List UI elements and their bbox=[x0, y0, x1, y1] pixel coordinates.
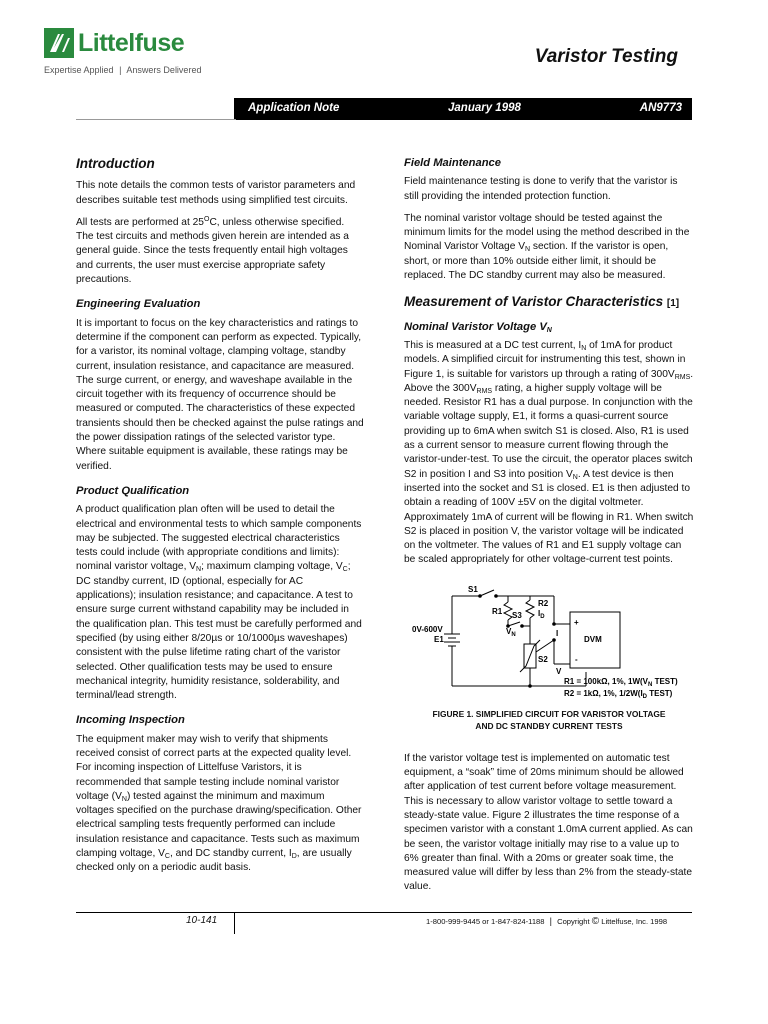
fig-label-id: $I_D$ bbox=[538, 608, 545, 620]
fig-label-i: I bbox=[556, 628, 559, 638]
circuit-figure bbox=[404, 582, 694, 702]
fig-label-minus: - bbox=[575, 654, 578, 664]
engineering-heading: Engineering Evaluation bbox=[76, 298, 201, 311]
intro-paragraph-1: This note details the common tests of varistor parameters and describes suitable test methods using simplified test circuits. bbox=[76, 180, 356, 206]
header-rule bbox=[76, 119, 236, 120]
brand-tagline: Expertise Applied | Answers Delivered bbox=[44, 65, 202, 75]
bar-number: AN9773 bbox=[639, 102, 682, 114]
incoming-paragraph: The equipment maker may wish to verify that shipments received consist of correct parts at the expected quality level. For incoming inspection of Littelfuse Varistors, it is recommended that sample testing include nominal varistor voltage $(V_N)$ tested against the minimum and maximum voltages specified on the purchase drawing/specification. Other electrical sampling tests frequently performed can include insulation resistance and capacitance. Tests such as maximum clamping voltage, $V_C$, and DC standby current, $I_D$, are usually checked only on a periodic audit basis. bbox=[76, 733, 362, 874]
page-number: 10-141 bbox=[186, 915, 218, 926]
fig-label-r1: R1 bbox=[492, 606, 503, 616]
fig-note-r2: R2 = 1kΩ, 1%, $1/2W(I_D$ TEST) bbox=[564, 688, 673, 700]
fig-label-s2: S2 bbox=[538, 654, 548, 664]
brand-name: Littelfuse bbox=[78, 29, 185, 57]
intro-paragraph-2: All tests are performed at $25^OC$, unless otherwise specified. The test circuits and methods given herein are intended as a general guide. Since the tests frequently entail high voltages and currents, the user must exercise appropriate safety precautions. bbox=[76, 215, 349, 286]
field-paragraph-2: The nominal varistor voltage should be tested against the minimum limits for the model using the method described in the Nominal Varistor Voltage $V_N$ section. If the varistor is open, short, or more than 10% outside either limit, it should be replaced. The DC standby current may also be measured. bbox=[404, 212, 690, 282]
nominal-voltage-paragraph: This is measured at a DC test current, $I_N$ of 1mA for product models. A simplified circuit for instrumenting this test, shown in Figure 1, is suitable for varistors up through a rating of $300V_{RMS}$. Above the $300V_{RMS}$ rating, a higher supply voltage will be needed. Resistor R1 has a dual purpose. In conjunction with the variable voltage supply, E1, it forms a quasi-current source providing up to 6mA when switch S1 is closed. Also, R1 is used as a current sensor to measure current flowing through the varistor-under-test. To use the circuit, the operator places switch S2 in position I and S3 into position $V_N$. A test device is then inserted into the socket and S1 is closed. E1 is then adjusted to obtain a reading of 100V ±5V on the digital voltmeter. Approximately 1mA of current will be flowing in R1. When switch S2 is placed in position V, the varistor voltage will be indicated on the voltmeter. The values of R1 and E1 supply voltage can be scaled appropriately for other voltage-current test points. bbox=[404, 339, 694, 566]
footer-contact: 1-800-999-9445 or 1-847-824-1188 | Copyright © Littelfuse, Inc. 1998 bbox=[426, 916, 668, 927]
footer-rule bbox=[76, 912, 692, 913]
engineering-paragraph: It is important to focus on the key characteristics and ratings to determine if the component can perform as expected. Typically, for a varistor, its nominal voltage, clamping voltage, standby current, insulation resistance, and capacitance are measured. The surge current, or energy, and waveshape available in the circuit together with its frequency of occurrence should be measured or computed. The characteristics of these expected transients should then be checked against the pulse ratings and the power dissipation ratings of the selected varistor type. Where suitable equipment is available, these ratings may be verified. bbox=[76, 317, 364, 472]
tagline-left: Expertise Applied bbox=[44, 65, 114, 75]
nominal-voltage-heading: Nominal Varistor Voltage $V_N$ bbox=[404, 320, 552, 334]
incoming-heading: Incoming Inspection bbox=[76, 714, 185, 727]
measurement-heading: Measurement of Varistor Characteristics [1] bbox=[404, 294, 680, 310]
fig-label-vn: $V_N$ bbox=[506, 626, 516, 638]
intro-heading: Introduction bbox=[76, 156, 155, 171]
qualification-heading: Product Qualification bbox=[76, 484, 190, 497]
fig-label-v: V bbox=[556, 666, 562, 676]
fig-label-dvm: DVM bbox=[584, 634, 602, 644]
qualification-paragraph: A product qualification plan often will be used to detail the electrical and environmental tests to which sample components may be subjected. The suggested electrical characteristics tests could include (with appropriate conditions and limits): nominal varistor voltage, $V_N$; maximum clamping voltage, $V_C$; DC standby current, ID (optional, especially for AC applications); insulation resistance; and capacitance. A test to ensure surge current withstand capability may be included in the qualification plan. This test must be carefully performed and specified (by using either 8/20µs or 10/1000µs waveshapes) consistent with the pulse lifetime rating chart of the varistor selected. Other qualification tests may be used to ensure mechanical integrity, humidity resistance, solderability, and terminal/lead strength. bbox=[76, 504, 362, 702]
copyright-icon: © bbox=[591, 916, 600, 927]
footer-divider bbox=[234, 912, 235, 934]
footer-copyright-word: Copyright bbox=[557, 917, 590, 926]
bar-label: Application Note bbox=[248, 102, 340, 114]
fig-label-s1: S1 bbox=[468, 584, 478, 594]
bar-date: January 1998 bbox=[448, 102, 521, 114]
footer-phones: 1-800-999-9445 or 1-847-824-1188 bbox=[426, 917, 545, 926]
footer-copyright-holder: Littelfuse, Inc. 1998 bbox=[601, 917, 668, 926]
company-logo bbox=[44, 28, 204, 78]
right-column bbox=[404, 156, 694, 903]
fig-label-e1: E1 bbox=[434, 634, 444, 644]
field-paragraph-1: Field maintenance testing is done to verify that the varistor is still providing the intended protection function. bbox=[404, 176, 678, 202]
header-bar bbox=[234, 98, 692, 120]
document-title: Varistor Testing bbox=[534, 46, 678, 67]
left-column bbox=[76, 157, 364, 884]
fig-label-plus: + bbox=[574, 617, 579, 627]
reference-marker: [1] bbox=[666, 298, 680, 310]
figure-caption: FIGURE 1. SIMPLIFIED CIRCUIT FOR VARISTOR VOLTAGE AND DC STANDBY CURRENT TESTS bbox=[432, 708, 666, 731]
fig-label-s3: S3 bbox=[512, 610, 522, 620]
soak-time-paragraph: If the varistor voltage test is implemented on automatic test equipment, a “soak” time of 20ms minimum should be allowed after application of test current before voltage measurement. This is necessary to allow varistor voltage to settle toward a steady-state value. Figure 2 illustrates the time response of a specimen varistor with a constant 1.0mA current applied. As can be seen, the varistor voltage initially may rise to a value up to 6% greater than final. With a 20ms or greater soak time, the measured value will differ by less than 2% from the steady-state value. bbox=[404, 752, 693, 893]
tagline-right: Answers Delivered bbox=[126, 65, 202, 75]
littelfuse-logo-icon bbox=[44, 28, 74, 58]
fig-note-r1: R1 = 100kΩ, 1%, $1W(V_N$ TEST) bbox=[564, 676, 678, 688]
fig-label-r2: R2 bbox=[538, 598, 549, 608]
field-heading: Field Maintenance bbox=[404, 157, 501, 169]
fig-label-supply: 0V-600V bbox=[412, 624, 443, 634]
